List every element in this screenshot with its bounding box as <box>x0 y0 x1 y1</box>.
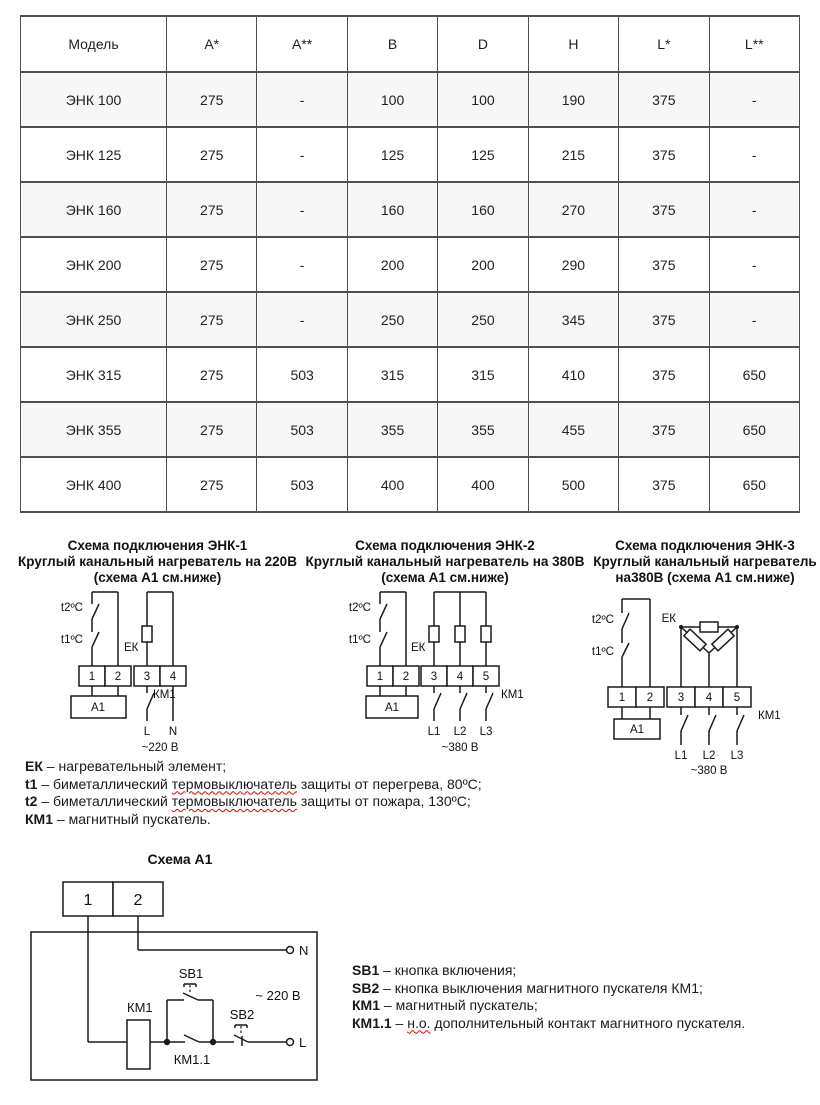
table-cell: - <box>709 127 799 182</box>
table-cell: 270 <box>528 182 618 237</box>
column-header: А** <box>257 16 347 72</box>
table-cell: 315 <box>347 347 437 402</box>
schema-a1-terminal-2: 2 <box>133 892 143 909</box>
table-cell: - <box>257 182 347 237</box>
enk3-terminal-5: 5 <box>733 692 741 704</box>
column-header: L** <box>709 16 799 72</box>
table-row <box>21 292 800 347</box>
schema-a1-km11-label: КМ1.1 <box>173 1052 211 1067</box>
table-cell: 160 <box>438 182 528 237</box>
enk2-ek-label: ЕК <box>411 642 426 654</box>
dimensions-table-wrap <box>20 15 800 513</box>
table-cell: - <box>257 237 347 292</box>
column-header: Н <box>528 16 618 72</box>
table-cell: 650 <box>709 347 799 402</box>
table-row <box>21 127 800 182</box>
legend-term: t2 <box>25 793 38 809</box>
enk3-l3-label: L3 <box>730 750 744 762</box>
table-cell: 275 <box>167 72 257 127</box>
table-cell: 375 <box>619 292 709 347</box>
table-row <box>21 72 800 127</box>
table-cell: 375 <box>619 347 709 402</box>
table-cell: 275 <box>167 182 257 237</box>
table-cell: 250 <box>438 292 528 347</box>
table-cell: 503 <box>257 457 347 512</box>
table-cell: 275 <box>167 292 257 347</box>
diagram-enk1-title-line3: (схема А1 см.ниже) <box>93 570 222 585</box>
diagram-enk2-title-line2: Круглый канальный нагреватель на 380В <box>305 554 585 569</box>
table-cell: 160 <box>347 182 437 237</box>
schema-a1-terminal-strip <box>63 882 163 916</box>
table-cell: 290 <box>528 237 618 292</box>
legend-term: КМ1 <box>25 810 53 827</box>
legend-item-km11: КМ1.1 – н.о. дополнительный контакт магнитного пускателя. <box>352 1014 746 1031</box>
schema-a1-schematic <box>20 872 340 1097</box>
km1-coil <box>127 1020 150 1069</box>
enk2-km1-label: КМ1 <box>501 689 524 701</box>
enk3-km1-label: КМ1 <box>758 710 781 722</box>
table-cell: 200 <box>438 237 528 292</box>
enk2-heater-elements <box>429 626 491 642</box>
table-cell: 250 <box>347 292 437 347</box>
legend-item-sb1: SB1 – кнопка включения; <box>352 962 517 978</box>
enk3-terminal-2: 2 <box>646 692 654 704</box>
enk1-a1-label: А1 <box>90 702 106 714</box>
enk1-t1-label: t1ºC <box>60 634 83 646</box>
table-cell: 190 <box>528 72 618 127</box>
enk3-terminal-1: 1 <box>618 692 626 704</box>
table-cell: 275 <box>167 457 257 512</box>
schema-a1-km1-label: КМ1 <box>127 1000 153 1015</box>
legend-term: t1 <box>25 775 38 792</box>
schema-a1-legend <box>352 962 802 1032</box>
enk1-l-label: L <box>143 726 151 738</box>
table-cell: 355 <box>347 402 437 457</box>
table-cell: 500 <box>528 457 618 512</box>
table-cell: 650 <box>709 457 799 512</box>
table-row <box>21 402 800 457</box>
table-cell: 410 <box>528 347 618 402</box>
table-cell: 400 <box>347 457 437 512</box>
column-header: А* <box>167 16 257 72</box>
enk2-terminal-1: 1 <box>376 671 384 683</box>
table-cell: 400 <box>438 457 528 512</box>
legend-term: КМ1.1 <box>352 1014 392 1031</box>
table-cell: 100 <box>347 72 437 127</box>
table-cell: 275 <box>167 347 257 402</box>
enk3-voltage-label: ~380 В <box>690 765 728 777</box>
enk3-terminal-3: 3 <box>677 692 685 704</box>
table-cell: 375 <box>619 457 709 512</box>
table-row <box>21 182 800 237</box>
enk1-heater-element <box>142 626 152 642</box>
table-cell: 503 <box>257 402 347 457</box>
column-header: L* <box>619 16 709 72</box>
enk3-a1-label: А1 <box>629 724 645 736</box>
table-cell: - <box>257 292 347 347</box>
legend-item-km1: КМ1 – магнитный пускатель; <box>352 997 538 1013</box>
table-cell: ЭНК 250 <box>21 292 167 347</box>
column-header: D <box>438 16 528 72</box>
enk2-terminal-2: 2 <box>402 671 410 683</box>
schema-a1-terminal-1: 1 <box>83 892 93 909</box>
table-cell: 100 <box>438 72 528 127</box>
enk2-l3-label: L3 <box>479 726 493 738</box>
enk1-terminal-2: 2 <box>114 671 122 683</box>
table-cell: 315 <box>438 347 528 402</box>
table-cell: 355 <box>438 402 528 457</box>
enk1-terminal-3: 3 <box>143 671 151 683</box>
enk2-l2-label: L2 <box>453 726 467 738</box>
dimensions-table <box>20 15 800 513</box>
enk2-t1-label: t1ºC <box>348 634 371 646</box>
enk2-l1-label: L1 <box>427 726 441 738</box>
terminal-n-circle <box>287 947 294 954</box>
enk3-l2-label: L2 <box>702 750 716 762</box>
table-cell: ЭНК 125 <box>21 127 167 182</box>
enk2-voltage-label: ~380 В <box>441 742 479 754</box>
table-cell: 345 <box>528 292 618 347</box>
table-cell: - <box>709 292 799 347</box>
diagram-enk3-title-line3: на380В (схема А1 см.ниже) <box>615 570 795 585</box>
diagram-enk2-schematic <box>300 587 590 762</box>
table-cell: 125 <box>347 127 437 182</box>
table-cell: 275 <box>167 402 257 457</box>
diagram-enk3-block <box>590 538 820 779</box>
table-cell: ЭНК 355 <box>21 402 167 457</box>
table-cell: 375 <box>619 182 709 237</box>
enk1-t2-label: t2ºC <box>60 602 83 614</box>
legend-term: SB1 <box>352 962 380 978</box>
table-cell: 200 <box>347 237 437 292</box>
table-cell: 455 <box>528 402 618 457</box>
diagram-enk3-title-line2: Круглый канальный нагреватель <box>593 554 817 569</box>
table-cell: - <box>257 72 347 127</box>
table-cell: - <box>257 127 347 182</box>
table-cell: 375 <box>619 127 709 182</box>
legend-item-t2: t2 – биметаллический термовыключатель защиты от пожара, 130ºС; <box>25 793 471 809</box>
enk1-voltage-label: ~220 В <box>141 742 179 754</box>
column-header: Модель <box>21 16 167 72</box>
legend-item-t1: t1 – биметаллический термовыключатель защиты от перегрева, 80ºС; <box>25 775 482 792</box>
enk2-terminal-4: 4 <box>456 671 464 683</box>
table-cell: ЭНК 200 <box>21 237 167 292</box>
schema-a1-voltage-label: ~ 220 В <box>255 988 301 1003</box>
table-cell: ЭНК 400 <box>21 457 167 512</box>
legend-item-sb2: SB2 – кнопка выключения магнитного пускателя КМ1; <box>352 979 703 996</box>
diagram-enk1-title-line1: Схема подключения ЭНК-1 <box>67 538 248 553</box>
table-row <box>21 457 800 512</box>
enk1-terminal-4: 4 <box>169 671 177 683</box>
diagram-enk2-title-line3: (схема А1 см.ниже) <box>381 570 509 585</box>
schema-a1-l-label: L <box>299 1035 307 1050</box>
schema-a1-n-label: N <box>299 943 309 958</box>
table-cell: 375 <box>619 237 709 292</box>
diagram-enk3-title-line1: Схема подключения ЭНК-3 <box>615 538 795 553</box>
table-cell: 275 <box>167 127 257 182</box>
diagram-enk1-schematic <box>15 587 300 757</box>
table-header-row <box>21 16 800 72</box>
enk2-terminal-5: 5 <box>482 671 490 683</box>
table-cell: 375 <box>619 402 709 457</box>
enk1-ek-label: ЕК <box>124 642 139 654</box>
enk3-t2-label: t2ºC <box>591 614 614 626</box>
enk2-t2-label: t2ºC <box>348 602 371 614</box>
table-cell: 125 <box>438 127 528 182</box>
components-legend <box>25 758 555 828</box>
enk2-a1-label: А1 <box>384 702 400 714</box>
enk1-km1-label: КМ1 <box>153 689 176 701</box>
table-cell: 275 <box>167 237 257 292</box>
table-cell: ЭНК 160 <box>21 182 167 237</box>
terminal-l-circle <box>287 1039 294 1046</box>
enk1-terminal-1: 1 <box>88 671 96 683</box>
table-cell: 375 <box>619 72 709 127</box>
table-cell: 503 <box>257 347 347 402</box>
diagram-enk2-block <box>300 538 590 762</box>
table-cell: - <box>709 72 799 127</box>
legend-term: ЕК <box>25 758 43 774</box>
legend-item-ek: ЕК – нагревательный элемент; <box>25 758 227 774</box>
enk3-l1-label: L1 <box>674 750 688 762</box>
enk3-t1-label: t1ºC <box>591 646 614 658</box>
enk3-ek-label: ЕК <box>661 613 676 625</box>
table-cell: 650 <box>709 402 799 457</box>
legend-item-km1: КМ1 – магнитный пускатель. <box>25 810 211 827</box>
diagram-enk1-block <box>15 538 300 757</box>
schema-a1-sb2-label: SB2 <box>229 1007 255 1022</box>
enk3-terminal-4: 4 <box>705 692 713 704</box>
table-row <box>21 347 800 402</box>
junction-dot-right <box>210 1039 216 1045</box>
legend-term: SB2 <box>352 979 380 996</box>
table-cell: - <box>709 182 799 237</box>
diagram-enk2-title-line1: Схема подключения ЭНК-2 <box>355 538 535 553</box>
table-cell: ЭНК 315 <box>21 347 167 402</box>
enk1-n-label: N <box>168 726 178 738</box>
table-cell: - <box>709 237 799 292</box>
table-cell: ЭНК 100 <box>21 72 167 127</box>
table-cell: 215 <box>528 127 618 182</box>
schema-a1-title: Схема А1 <box>147 851 213 867</box>
column-header: В <box>347 16 437 72</box>
junction-dot-left <box>164 1039 170 1045</box>
legend-term: КМ1 <box>352 997 380 1013</box>
diagram-enk3-schematic <box>590 587 820 779</box>
table-row <box>21 237 800 292</box>
schema-a1-sb1-label: SB1 <box>178 966 204 981</box>
diagram-enk1-title-line2: Круглый канальный нагреватель на 220В <box>18 554 297 569</box>
enk2-terminal-3: 3 <box>430 671 438 683</box>
